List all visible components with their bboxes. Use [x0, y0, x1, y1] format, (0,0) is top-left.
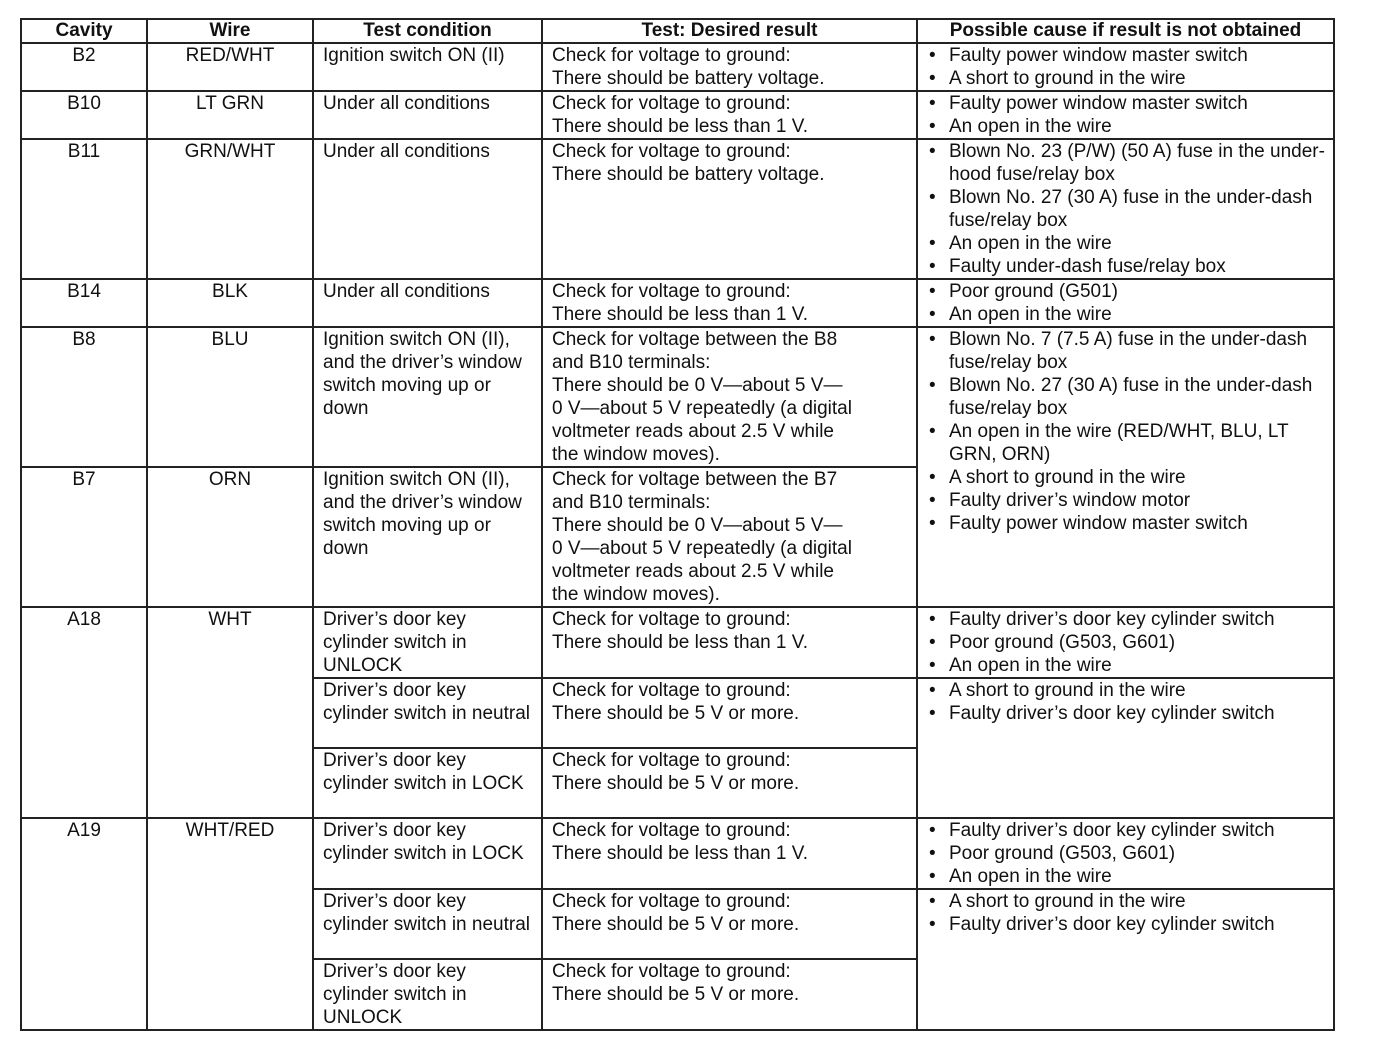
cavity-cell: B14	[21, 279, 147, 327]
cause-item: • An open in the wire	[927, 865, 1327, 888]
desired-result-cell: Check for voltage to ground: There should be 5 V or more.	[542, 889, 917, 959]
header-row	[21, 19, 1334, 43]
test-condition-cell: Ignition switch ON (II), and the driver’s window switch moving up or down	[313, 467, 542, 607]
cavity-cell: B8	[21, 327, 147, 467]
wire-cell: GRN/WHT	[147, 139, 313, 279]
header-cavity: Cavity	[21, 19, 147, 43]
cause-item: • A short to ground in the wire	[927, 679, 1327, 702]
possible-cause-cell	[917, 139, 1334, 279]
table-row	[21, 139, 1334, 279]
cause-item: • Blown No. 7 (7.5 A) fuse in the under-dash fuse/relay box	[927, 328, 1327, 374]
cause-item: • Faulty power window master switch	[927, 92, 1327, 115]
table-row	[21, 818, 1334, 889]
cause-item: • A short to ground in the wire	[927, 890, 1327, 913]
table-row	[21, 91, 1334, 139]
wire-cell: LT GRN	[147, 91, 313, 139]
possible-cause-cell	[917, 279, 1334, 327]
wire-cell: BLU	[147, 327, 313, 467]
cause-item: • A short to ground in the wire	[927, 466, 1327, 489]
test-condition-cell: Driver’s door key cylinder switch in UNLOCK	[313, 959, 542, 1030]
cause-item: • Faulty power window master switch	[927, 44, 1327, 67]
cause-item: • Blown No. 23 (P/W) (50 A) fuse in the under-hood fuse/relay box	[927, 140, 1327, 186]
table-row	[21, 43, 1334, 91]
possible-cause-cell	[917, 91, 1334, 139]
test-condition-cell: Under all conditions	[313, 139, 542, 279]
desired-result-cell: Check for voltage to ground: There should be less than 1 V.	[542, 818, 917, 889]
cavity-cell: B10	[21, 91, 147, 139]
desired-result-cell: Check for voltage to ground: There should be 5 V or more.	[542, 748, 917, 818]
cause-item: • Blown No. 27 (30 A) fuse in the under-dash fuse/relay box	[927, 186, 1327, 232]
wire-cell: ORN	[147, 467, 313, 607]
test-condition-cell: Ignition switch ON (II), and the driver’s window switch moving up or down	[313, 327, 542, 467]
possible-cause-cell	[917, 43, 1334, 91]
test-condition-cell: Driver’s door key cylinder switch in LOCK	[313, 818, 542, 889]
cause-item: • An open in the wire	[927, 654, 1327, 677]
cause-item: • Faulty driver’s door key cylinder switch	[927, 819, 1327, 842]
test-condition-cell: Driver’s door key cylinder switch in neutral	[313, 678, 542, 748]
cause-item: • An open in the wire	[927, 303, 1327, 326]
cause-item: • An open in the wire	[927, 232, 1327, 255]
table-row	[21, 327, 1334, 467]
desired-result-cell: Check for voltage to ground: There should be battery voltage.	[542, 43, 917, 91]
desired-result-cell: Check for voltage to ground: There should be less than 1 V.	[542, 279, 917, 327]
possible-cause-cell	[917, 678, 1334, 818]
cause-item: • Faulty driver’s window motor	[927, 489, 1327, 512]
cause-item: • Faulty driver’s door key cylinder switch	[927, 608, 1327, 631]
desired-result-cell: Check for voltage between the B7 and B10 terminals: There should be 0 V—about 5 V— 0 V—about 5 V repeatedly (a digital voltmeter reads about 2.5 V while the window moves).	[542, 467, 917, 607]
wire-cell: RED/WHT	[147, 43, 313, 91]
cavity-cell: B11	[21, 139, 147, 279]
cause-item: • An open in the wire	[927, 115, 1327, 138]
header-desired-result: Test: Desired result	[542, 19, 917, 43]
cause-item: • Blown No. 27 (30 A) fuse in the under-dash fuse/relay box	[927, 374, 1327, 420]
cause-item: • Faulty driver’s door key cylinder switch	[927, 702, 1327, 725]
cavity-cell: A18	[21, 607, 147, 818]
wire-cell: BLK	[147, 279, 313, 327]
cause-item: • An open in the wire (RED/WHT, BLU, LT GRN, ORN)	[927, 420, 1327, 466]
desired-result-cell: Check for voltage between the B8 and B10 terminals: There should be 0 V—about 5 V— 0 V—about 5 V repeatedly (a digital voltmeter reads about 2.5 V while the window moves).	[542, 327, 917, 467]
desired-result-cell: Check for voltage to ground: There should be less than 1 V.	[542, 91, 917, 139]
test-condition-cell: Driver’s door key cylinder switch in UNLOCK	[313, 607, 542, 678]
cause-item: • Faulty under-dash fuse/relay box	[927, 255, 1327, 278]
header-test-condition: Test condition	[313, 19, 542, 43]
cause-item: • Poor ground (G503, G601)	[927, 842, 1327, 865]
cavity-cell: A19	[21, 818, 147, 1030]
table-row	[21, 607, 1334, 678]
cause-item: • Faulty driver’s door key cylinder switch	[927, 913, 1327, 936]
test-condition-cell: Driver’s door key cylinder switch in LOCK	[313, 748, 542, 818]
wire-cell: WHT/RED	[147, 818, 313, 1030]
table-row	[21, 279, 1334, 327]
cause-item: • Faulty power window master switch	[927, 512, 1327, 535]
test-condition-cell: Under all conditions	[313, 279, 542, 327]
desired-result-cell: Check for voltage to ground: There should be 5 V or more.	[542, 959, 917, 1030]
wire-cell: WHT	[147, 607, 313, 818]
header-wire: Wire	[147, 19, 313, 43]
troubleshooting-table	[20, 18, 1335, 1031]
desired-result-cell: Check for voltage to ground: There should be 5 V or more.	[542, 678, 917, 748]
test-condition-cell: Under all conditions	[313, 91, 542, 139]
header-possible-cause: Possible cause if result is not obtained	[917, 19, 1334, 43]
cause-item: • A short to ground in the wire	[927, 67, 1327, 90]
possible-cause-cell	[917, 889, 1334, 1030]
desired-result-cell: Check for voltage to ground: There should be battery voltage.	[542, 139, 917, 279]
cavity-cell: B7	[21, 467, 147, 607]
test-condition-cell: Ignition switch ON (II)	[313, 43, 542, 91]
cause-item: • Poor ground (G501)	[927, 280, 1327, 303]
cause-item: • Poor ground (G503, G601)	[927, 631, 1327, 654]
possible-cause-cell	[917, 607, 1334, 678]
possible-cause-cell	[917, 327, 1334, 607]
desired-result-cell: Check for voltage to ground: There should be less than 1 V.	[542, 607, 917, 678]
cavity-cell: B2	[21, 43, 147, 91]
test-condition-cell: Driver’s door key cylinder switch in neutral	[313, 889, 542, 959]
possible-cause-cell	[917, 818, 1334, 889]
